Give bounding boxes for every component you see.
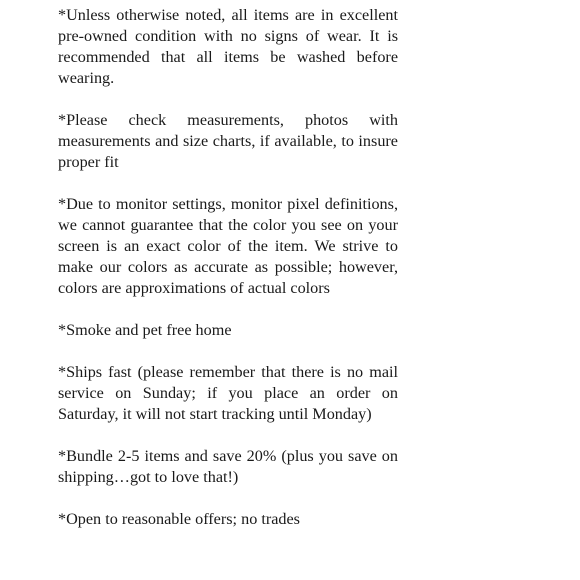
note-shipping: *Ships fast (please remember that there is no mail service on Sunday; if you place an order on Saturday, it will not start tracking until Monday) [58,363,398,423]
note-color-disclaimer: *Due to monitor settings, monitor pixel definitions, we cannot guarantee that the color you see on your screen is an exact color of the item. We strive to make our colors as accurate as possible; however, colors are approximations of actual colors [58,195,398,297]
note-smoke-pet-free: *Smoke and pet free home [58,321,232,339]
policy-notes [58,5,398,551]
note-measurements: *Please check measurements, photos with measurements and size charts, if available, to insure proper fit [58,111,398,171]
note-condition: *Unless otherwise noted, all items are in excellent pre-owned condition with no signs of wear. It is recommended that all items be washed before wearing. [58,6,398,87]
note-offers: *Open to reasonable offers; no trades [58,510,300,528]
note-bundle-discount: *Bundle 2-5 items and save 20% (plus you save on shipping…got to love that!) [58,447,398,486]
